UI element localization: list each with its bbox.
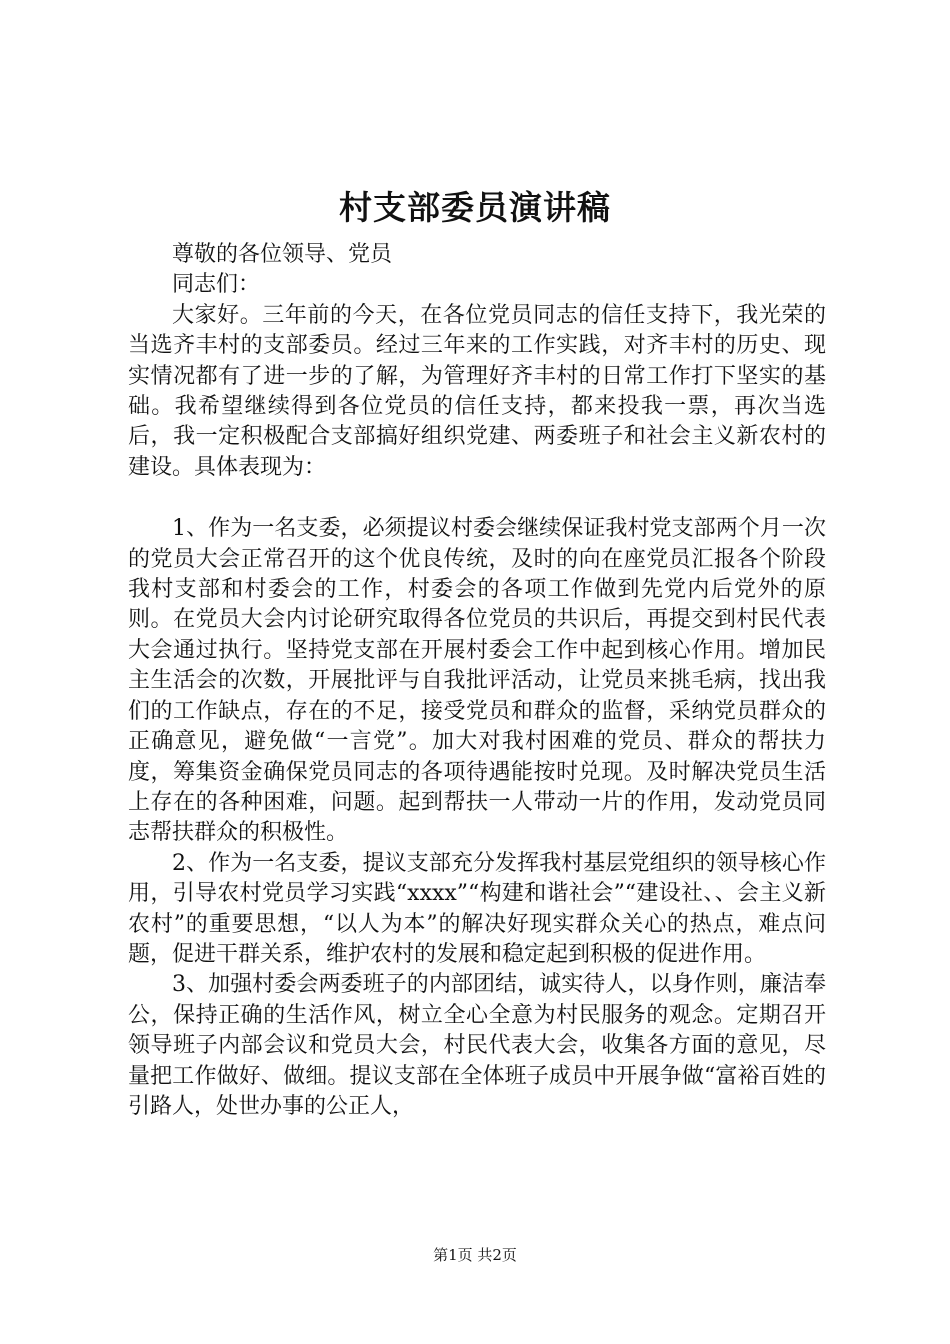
paragraph-gap [128,483,826,514]
point-2-paragraph: 2、作为一名支委，提议支部充分发挥我村基层党组织的领导核心作用，引导农村党员学习实践“xxxx”“构建和谐社会”“建设社、、会主义新农村”的重要思想，“以人为本”的解决好现实群众关心的热点，难点问题，促进干群关系，维护农村的发展和稳定起到积极的促进作用。 [128,850,826,967]
page-footer: 第1页 共2页 [433,1246,517,1264]
salutation-line-2: 同志们： [172,272,261,298]
point-3-paragraph: 3、加强村委会两委班子的内部团结，诚实待人，以身作则，廉洁奉公，保持正确的生活作风，树立全心全意为村民服务的观念。定期召开领导班子内部会议和党员大会，村民代表大会，收集各方面的意见，尽量把工作做好、做细。提议支部在全体班子成员中开展争做“富裕百姓的引路人，处世办事的公正人， [128,972,826,1119]
salutation-line-1: 尊敬的各位领导、党员 [172,242,393,267]
intro-paragraph: 大家好。三年前的今天，在各位党员同志的信任支持下，我光荣的当选齐丰村的支部委员。经过三年来的工作实践，对齐丰村的历史、现实情况都有了进一步的了解，为管理好齐丰村的日常工作打下坚实的基础。我希望继续得到各位党员的信任支持，都来投我一票，再次当选后，我一定积极配合支部搞好组织党建、两委班子和社会主义新农村的建设。具体表现为： [128,302,826,480]
point-1-paragraph: 1、作为一名支委，必须提议村委会继续保证我村党支部两个月一次的党员大会正常召开的这个优良传统，及时的向在座党员汇报各个阶段我村支部和村委会的工作，村委会的各项工作做到先党内后党外的原则。在党员大会内讨论研究取得各位党员的共识后，再提交到村民代表大会通过执行。坚持党支部在开展村委会工作中起到核心作用。增加民主生活会的次数，开展批评与自我批评活动，让党员来挑毛病，找出我们的工作缺点，存在的不足，接受党员和群众的监督，采纳党员群众的正确意见，避免做“一言党”。加大对我村困难的党员、群众的帮扶力度，筹集资金确保党员同志的各项待遇能按时兑现。及时解决党员生活上存在的各种困难，问题。起到帮扶一人带动一片的作用，发动党员同志帮扶群众的积极性。 [128,516,826,846]
document-title: 村支部委员演讲稿 [339,188,611,227]
document-body [128,240,826,1122]
